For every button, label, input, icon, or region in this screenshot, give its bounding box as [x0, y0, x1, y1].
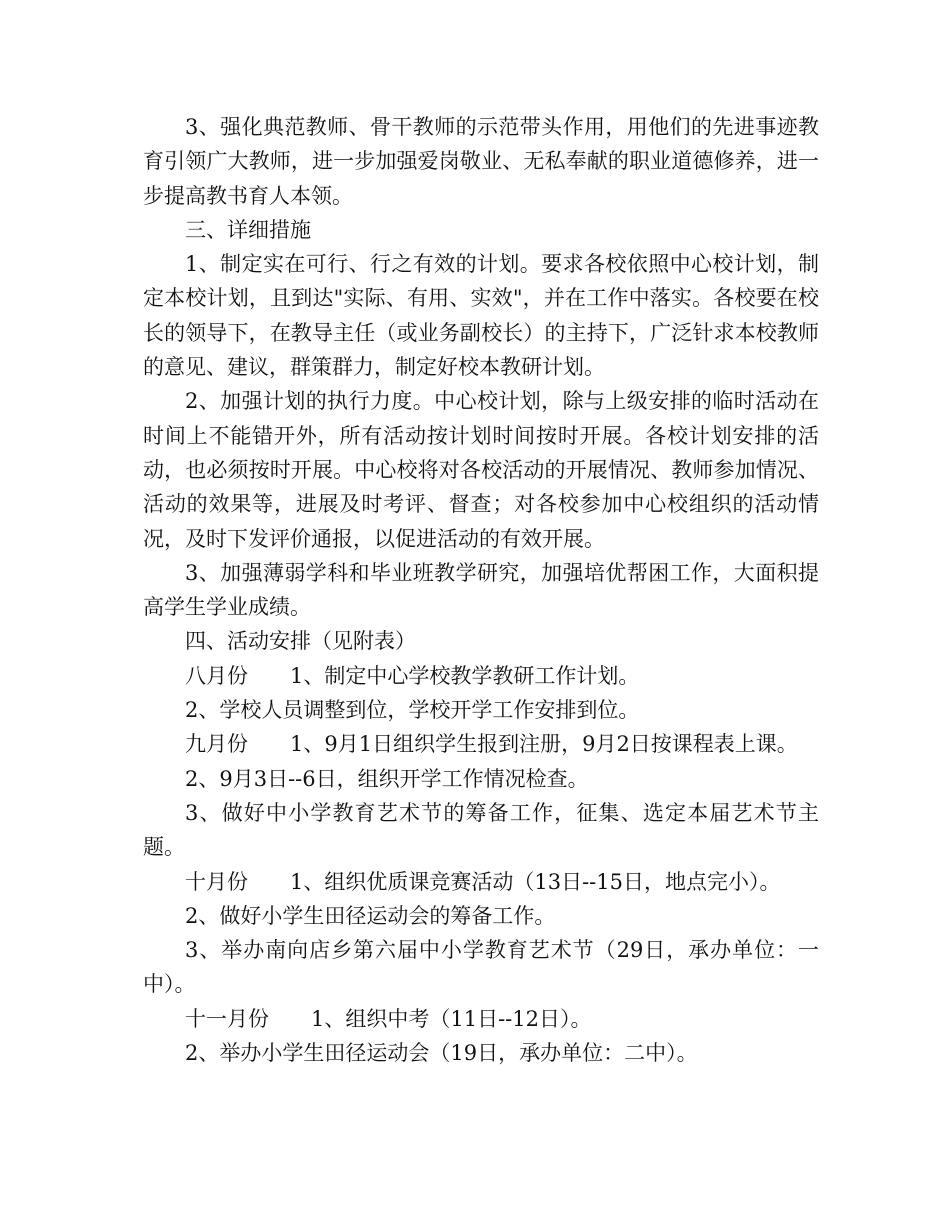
heading-activity-schedule: 四、活动安排（见附表）: [185, 629, 416, 654]
paragraph-measure-plan: 1、制定实在可行、行之有效的计划。要求各校依照中心校计划，制定本校计划，且到达"实际、有用、实效"，并在工作中落实。各校要在校长的领导下，在教导主任（或业务副校长）的主持下，广泛针求本校教师的意见、建议，群策群力，制定好校本教研计划。: [143, 252, 819, 380]
schedule-october-1: 十月份 1、组织优质课竞赛活动（13日--15日，地点完小）。: [185, 869, 781, 894]
schedule-november-2: 2、举办小学生田径运动会（19日，承办单位：二中）。: [185, 1041, 698, 1066]
schedule-august-2: 2、学校人员调整到位，学校开学工作安排到位。: [185, 698, 640, 723]
schedule-september-2: 2、9月3日--6日，组织开学工作情况检查。: [185, 766, 589, 791]
document-body: [143, 110, 819, 1070]
schedule-october-3: 3、举办南向店乡第六届中小学教育艺术节（29日，承办单位：一中）。: [143, 938, 819, 997]
schedule-august-1: 八月份 1、制定中心学校教学教研工作计划。: [185, 663, 640, 688]
schedule-october-2: 2、做好小学生田径运动会的筹备工作。: [185, 903, 556, 928]
schedule-november-1: 十一月份 1、组织中考（11日--12日）。: [185, 1006, 592, 1031]
paragraph-measure-weak-subjects: 3、加强薄弱学科和毕业班教学研究，加强培优帮困工作，大面积提高学生学业成绩。: [143, 560, 819, 620]
paragraph-measure-execution: 2、加强计划的执行力度。中心校计划，除与上级安排的临时活动在时间上不能错开外，所有活动按计划时间按时开展。各校计划安排的活动，也必须按时开展。中心校将对各校活动的开展情况、教师参加情况、活动的效果等，进展及时考评、督查；对各校参加中心校组织的活动情况，及时下发评价通报，以促进活动的有效开展。: [143, 389, 819, 551]
paragraph-measure-3: 3、强化典范教师、骨干教师的示范带头作用，用他们的先进事迹教育引领广大教师，进一步加强爱岗敬业、无私奉献的职业道德修养，进一步提高教书育人本领。: [143, 115, 819, 208]
schedule-september-1: 九月份 1、9月1日组织学生报到注册，9月2日按课程表上课。: [185, 732, 798, 757]
schedule-september-3: 3、做好中小学教育艺术节的筹备工作，征集、选定本届艺术节主题。: [143, 800, 819, 860]
heading-detailed-measures: 三、详细措施: [185, 217, 311, 242]
